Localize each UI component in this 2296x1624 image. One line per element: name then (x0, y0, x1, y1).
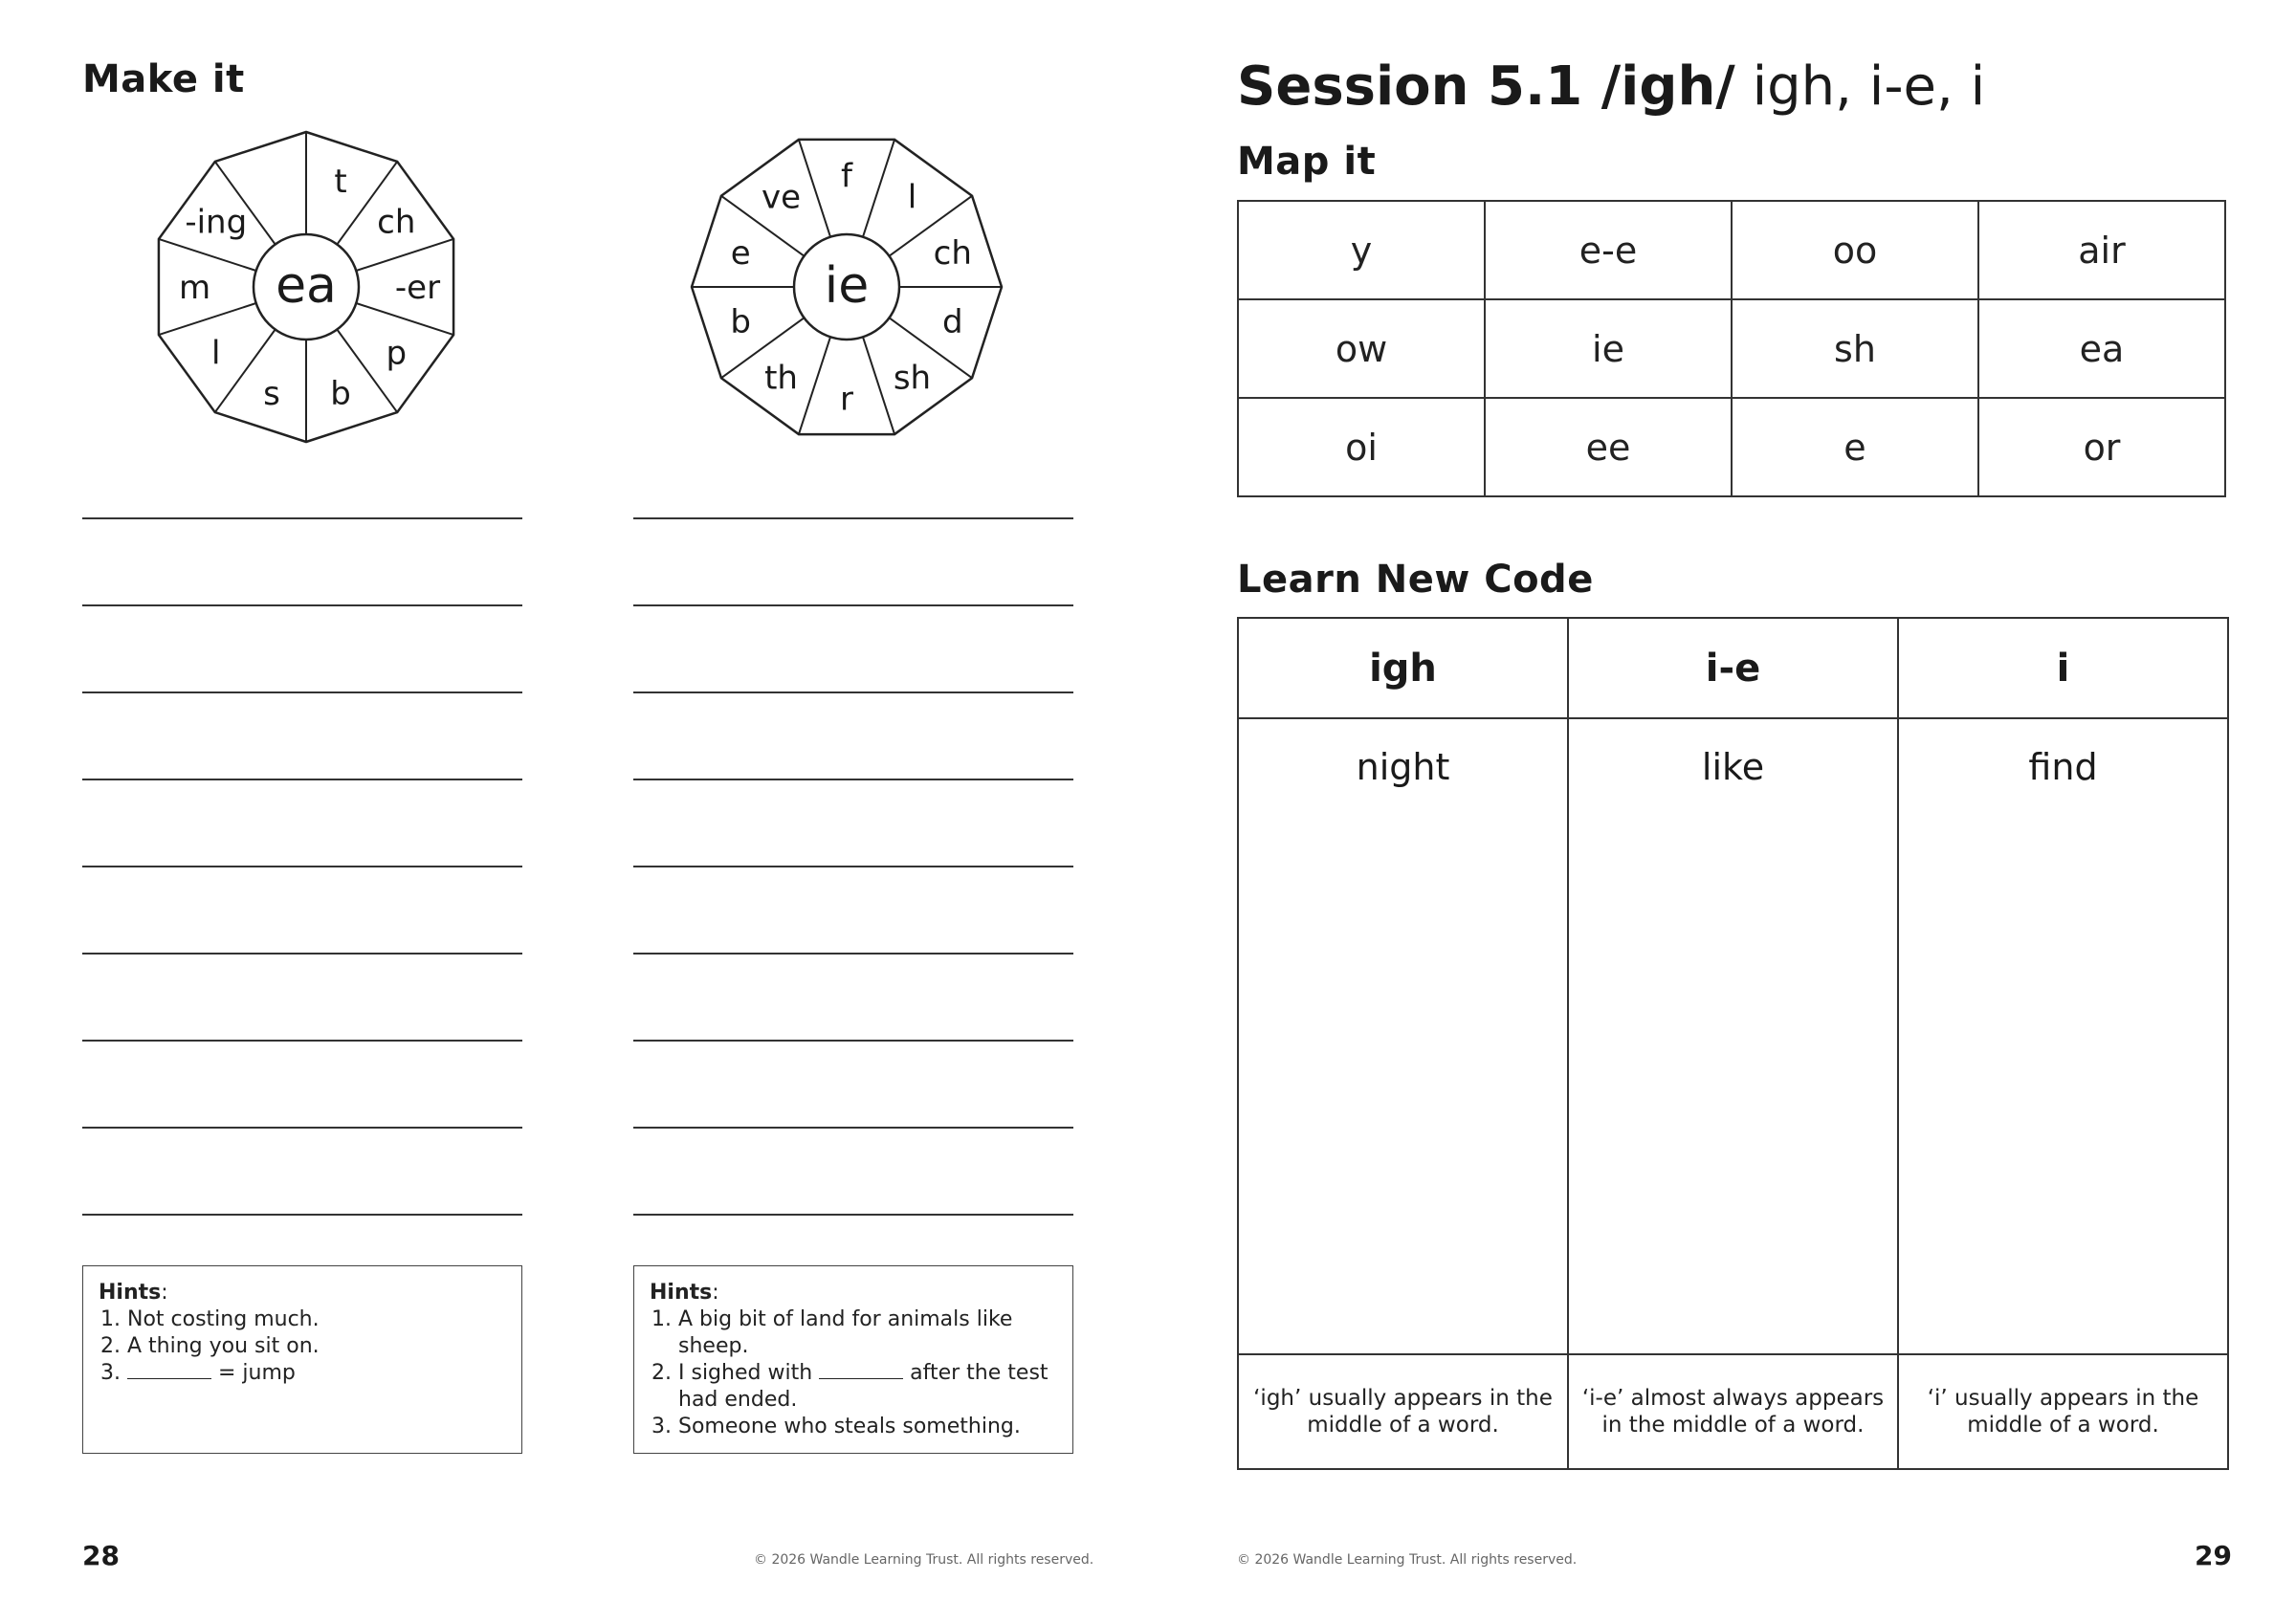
hints-title: Hints (650, 1281, 713, 1305)
word-column-i-e[interactable] (1568, 718, 1898, 1354)
learn-new-code-table (1237, 617, 2229, 1470)
wheel-segment-letters: -ing (185, 203, 248, 242)
grapheme-cell: ie (1485, 299, 1732, 398)
hint-item: 1. Not costing much. (127, 1306, 506, 1333)
grapheme-cell: e (1732, 398, 1978, 496)
grapheme-cell: y (1238, 201, 1485, 299)
hint-item: 3. Someone who steals something. (678, 1414, 1057, 1440)
map-it-grid (1237, 200, 2226, 497)
hints-title: Hints (99, 1281, 162, 1305)
wheel-segment-letters: ch (377, 203, 416, 242)
grapheme-cell: oi (1238, 398, 1485, 496)
word-column-igh[interactable] (1238, 718, 1568, 1354)
hints-box-2: Hints: 1. A big bit of land for animals like sheep. 2. I sighed with after the test had ended. 3. Someone who steals something. (633, 1265, 1073, 1454)
wheel-segment-letters: t (334, 163, 347, 202)
wheel-center-grapheme: ie (824, 257, 870, 315)
column-header-i: i (1898, 618, 2228, 718)
grapheme-cell: or (1978, 398, 2225, 496)
wheel-segment-letters: th (764, 359, 798, 398)
hint-item: 2. I sighed with after the test had ended. (678, 1360, 1057, 1414)
page-number-right: 29 (2195, 1540, 2232, 1571)
copyright-right: © 2026 Wandle Learning Trust. All rights reserved. (1237, 1552, 1578, 1568)
wheel-segment-letters: l (211, 334, 221, 373)
map-it-heading: Map it (1237, 140, 1377, 184)
hint-item: 3. = jump (127, 1360, 506, 1387)
hint-item: 1. A big bit of land for animals like sheep. (678, 1306, 1057, 1360)
wheel-segment-letters: b (730, 303, 751, 342)
hint-item: 2. A thing you sit on. (127, 1333, 506, 1360)
wheel-segment-letters: r (840, 380, 853, 419)
wheel-segment-letters: m (178, 269, 211, 307)
wheel-segment-letters: sh (893, 359, 932, 398)
grapheme-cell: ea (1978, 299, 2225, 398)
answer-blank[interactable] (819, 1365, 903, 1379)
wheel-segment-letters: s (263, 374, 280, 413)
example-word: like (1701, 746, 1765, 788)
word-wheel-ea (144, 129, 469, 445)
grapheme-cell: air (1978, 201, 2225, 299)
wheel-segment-letters: l (907, 178, 917, 217)
wheel-segment-letters: p (386, 334, 408, 373)
page-number-left: 28 (82, 1540, 120, 1571)
wheel-segment-letters: ve (761, 178, 802, 217)
grapheme-cell: ow (1238, 299, 1485, 398)
wheel-center-grapheme: ea (276, 257, 337, 315)
answer-blank[interactable] (127, 1365, 211, 1379)
page-title (1237, 55, 1985, 118)
position-note: ‘i’ usually appears in the middle of a word. (1898, 1354, 2228, 1469)
learn-new-code-heading: Learn New Code (1237, 558, 1594, 602)
copyright-left: © 2026 Wandle Learning Trust. All rights reserved. (754, 1552, 1094, 1568)
wheel-segment-letters: ch (933, 233, 972, 273)
wheel-segment-letters: -er (394, 269, 441, 307)
example-word: night (1356, 746, 1450, 788)
wheel-segment-letters: f (841, 157, 852, 196)
hints-box-1: Hints: 1. Not costing much. 2. A thing you sit on. 3. = jump (82, 1265, 522, 1454)
example-word: find (2028, 746, 2098, 788)
word-column-i[interactable] (1898, 718, 2228, 1354)
wheel-segment-letters: b (330, 374, 351, 413)
wheel-segment-letters: e (730, 233, 751, 273)
title-bold: Session 5.1 /igh/ (1237, 55, 1735, 118)
grapheme-cell: e-e (1485, 201, 1732, 299)
column-header-igh: igh (1238, 618, 1568, 718)
word-wheel-ie (684, 129, 1009, 445)
column-header-i-e: i-e (1568, 618, 1898, 718)
grapheme-cell: oo (1732, 201, 1978, 299)
grapheme-cell: ee (1485, 398, 1732, 496)
wheel-segment-letters: d (942, 303, 963, 342)
position-note: ‘i-e’ almost always appears in the middle of a word. (1568, 1354, 1898, 1469)
grapheme-cell: sh (1732, 299, 1978, 398)
title-graphemes: igh, i-e, i (1752, 55, 1986, 118)
make-it-heading: Make it (82, 57, 245, 101)
position-note: ‘igh’ usually appears in the middle of a word. (1238, 1354, 1568, 1469)
